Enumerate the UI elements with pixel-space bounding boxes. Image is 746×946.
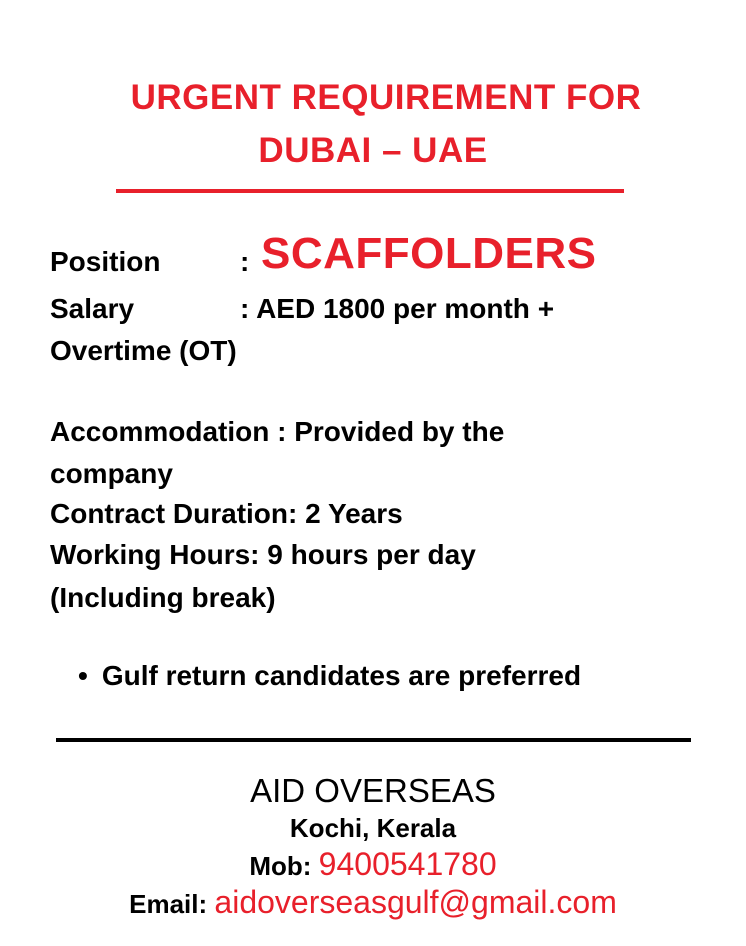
contract-duration-row: Contract Duration: 2 Years <box>50 498 403 529</box>
bullet-icon: • <box>78 660 88 691</box>
headline-line-1: URGENT REQUIREMENT FOR <box>130 78 642 117</box>
position-row <box>50 229 597 278</box>
red-divider <box>116 189 624 193</box>
accommodation-row: Accommodation : Provided by the <box>50 416 505 447</box>
working-hours-row: Working Hours: 9 hours per day <box>50 539 476 570</box>
position-value: SCAFFOLDERS <box>261 229 597 278</box>
email-label: Email: <box>129 889 208 919</box>
mobile-label: Mob: <box>249 851 312 881</box>
headline-line-2: DUBAI – UAE <box>258 131 488 170</box>
position-colon: : <box>240 246 250 277</box>
black-divider <box>56 738 691 742</box>
company-location: Kochi, Kerala <box>289 813 457 843</box>
salary-value: : AED 1800 per month + <box>240 293 555 324</box>
mobile-row <box>0 846 746 883</box>
salary-continuation: Overtime (OT) <box>50 335 237 366</box>
email-row <box>0 884 746 921</box>
company-name: AID OVERSEAS <box>250 772 496 809</box>
list-item-text: Gulf return candidates are preferred <box>101 660 582 691</box>
mobile-number[interactable]: 9400541780 <box>318 846 497 882</box>
position-label: Position <box>50 246 161 277</box>
working-hours-continuation: (Including break) <box>50 582 276 613</box>
salary-row <box>50 293 555 325</box>
accommodation-continuation: company <box>50 458 173 489</box>
salary-label: Salary <box>50 293 135 324</box>
email-address[interactable]: aidoverseasgulf@gmail.com <box>214 884 617 920</box>
list-item <box>78 660 581 692</box>
